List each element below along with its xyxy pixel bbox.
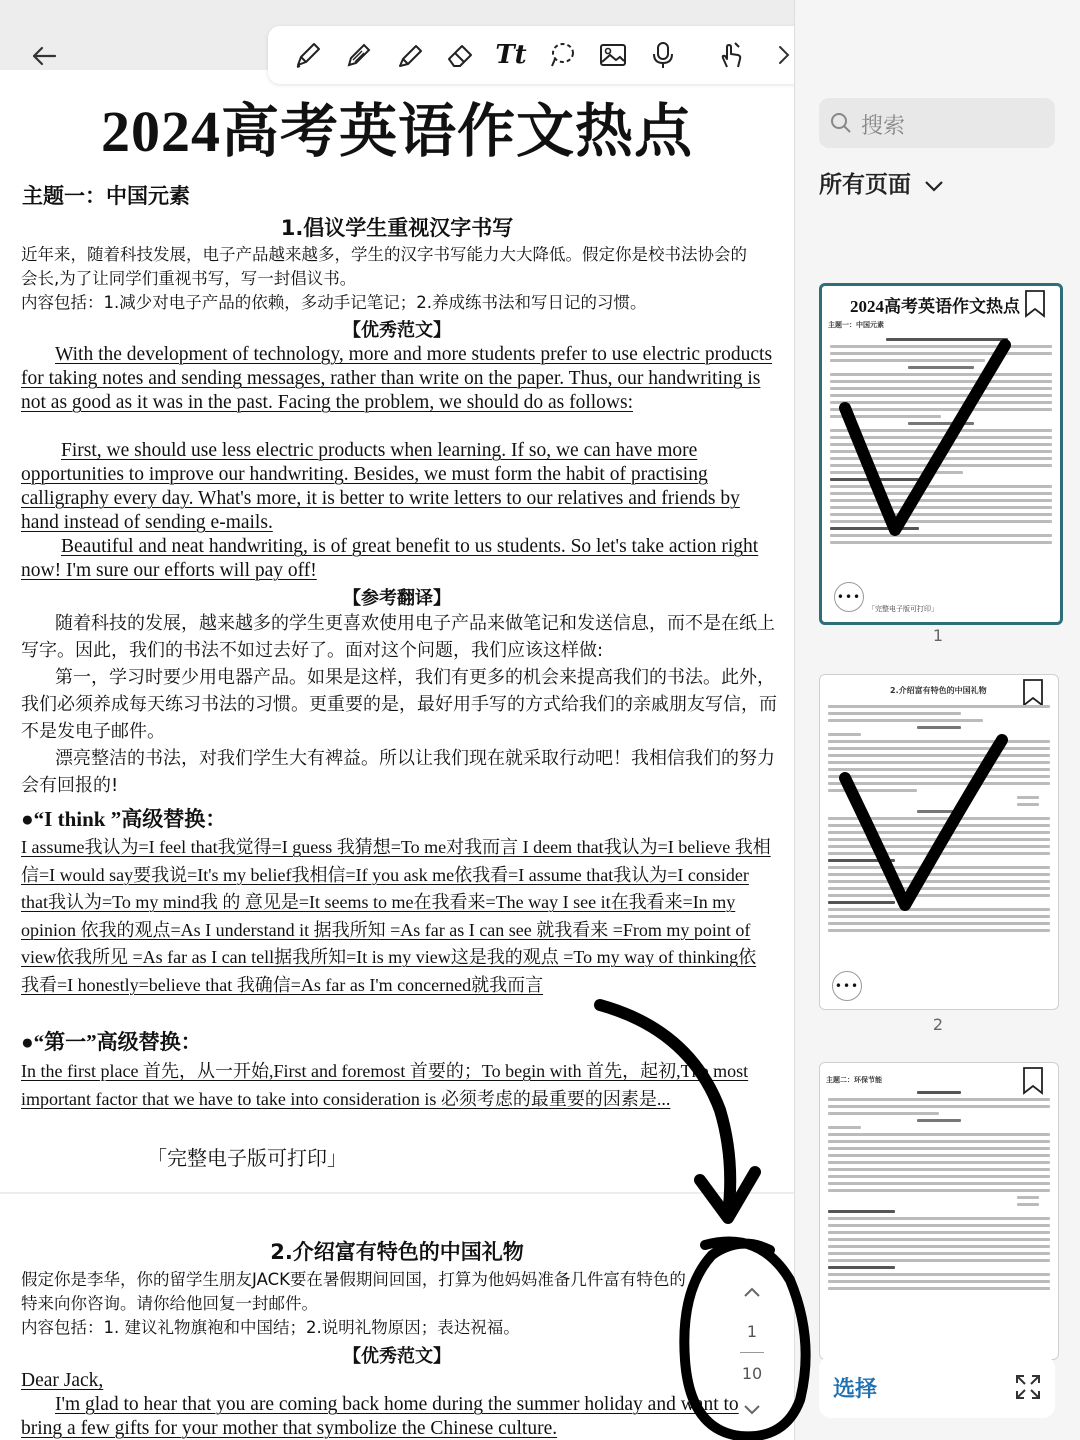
thumbnail-title: 主题二：环保节能 bbox=[826, 1076, 882, 1084]
page-navigator bbox=[728, 1270, 776, 1440]
essay-paragraph-text: Beautiful and neat handwriting, is of great benefit to us students. So let's take action right now! I'm sure our efforts will pay off! bbox=[21, 536, 759, 581]
drawing-toolbar bbox=[268, 26, 812, 84]
intro-line: 特来向你咨询。请你给他回复一封邮件。 bbox=[21, 1294, 318, 1313]
touch-icon bbox=[715, 39, 747, 71]
prev-page-button[interactable] bbox=[740, 1284, 764, 1304]
mic-tool[interactable] bbox=[643, 35, 683, 75]
select-button[interactable]: 选择 bbox=[833, 1377, 878, 1402]
highlighter-tool[interactable] bbox=[390, 35, 430, 75]
page-title: 2024高考英语作文热点 bbox=[100, 99, 693, 164]
current-page-number: 1 bbox=[746, 1322, 758, 1341]
expand-icon[interactable] bbox=[1013, 1372, 1043, 1402]
page-sidebar bbox=[794, 0, 1080, 1440]
selection-bar bbox=[819, 1356, 1055, 1418]
thumbnail-subtitle: 主题一：中国元素 bbox=[828, 321, 884, 329]
bookmark-icon[interactable] bbox=[1024, 290, 1046, 318]
translation-paragraph bbox=[21, 745, 781, 799]
pen-icon bbox=[292, 39, 324, 71]
think-heading: ●“I think ”高级替换： bbox=[21, 807, 227, 831]
salutation: Dear Jack, bbox=[21, 1370, 104, 1391]
thumbnail-page-number: 1 bbox=[932, 626, 944, 645]
lasso-tool[interactable] bbox=[542, 35, 582, 75]
page-thumbnail-3[interactable] bbox=[819, 1062, 1059, 1360]
image-icon bbox=[597, 39, 629, 71]
marker-icon bbox=[343, 39, 375, 71]
chevron-down-icon bbox=[923, 178, 945, 194]
thumbnail-caption: 「完整电子版可打印」 bbox=[868, 605, 938, 613]
thumbnail-more-button[interactable]: ••• bbox=[832, 971, 862, 1001]
essay-title: 2.介绍富有特色的中国礼物 bbox=[270, 1240, 524, 1264]
intro-line: 假定你是李华，你的留学生朋友JACK要在暑假期间回国，打算为他妈妈准备几件富有特色的 bbox=[21, 1270, 686, 1289]
intro-line: 近年来，随着科技发展，电子产品越来越多，学生的汉字书写能力大大降低。假定你是校书法协会的 bbox=[21, 245, 747, 264]
text-tool[interactable] bbox=[491, 35, 531, 75]
thumbnail-title: 2.介绍富有特色的中国礼物 bbox=[890, 686, 987, 695]
document-page-2 bbox=[0, 1194, 794, 1440]
page-thumbnail-1[interactable] bbox=[819, 283, 1063, 625]
thumbnail-title: 2024高考英语作文热点 bbox=[850, 297, 1020, 316]
text-icon: Tt bbox=[495, 40, 527, 70]
mic-icon bbox=[647, 39, 679, 71]
arrow-left-icon bbox=[31, 45, 57, 67]
first-heading: ●“第一”高级替换： bbox=[21, 1030, 202, 1054]
model-essay-label: 【优秀范文】 bbox=[343, 320, 451, 341]
thumbnail-page-number: 2 bbox=[932, 1015, 944, 1034]
marker-tool[interactable] bbox=[339, 35, 379, 75]
image-tool[interactable] bbox=[593, 35, 633, 75]
printable-note: 「完整电子版可打印」 bbox=[147, 1146, 347, 1170]
chevron-down-icon bbox=[740, 1402, 764, 1418]
back-button[interactable] bbox=[22, 36, 66, 76]
essay-title: 1.倡议学生重视汉字书写 bbox=[280, 216, 514, 240]
thumbnail-more-button[interactable]: ••• bbox=[834, 582, 864, 612]
document-page-1 bbox=[0, 70, 794, 1192]
search-icon bbox=[829, 111, 853, 135]
thumbnail-text-lines bbox=[828, 701, 1050, 936]
essay-paragraph bbox=[21, 1393, 776, 1440]
page-separator bbox=[740, 1352, 764, 1353]
search-placeholder: 搜索 bbox=[861, 114, 906, 139]
translation-text: 随着科技的发展，越来越多的学生更喜欢使用电子产品来做笔记和发送信息，而不是在纸上写字。因此，我们的书法不如过去好了。面对这个问题，我们应该这样做: bbox=[21, 613, 775, 661]
eraser-icon bbox=[444, 39, 476, 71]
page-thumbnail-2[interactable] bbox=[819, 674, 1059, 1010]
total-pages: 10 bbox=[741, 1364, 763, 1383]
search-input[interactable] bbox=[819, 98, 1055, 148]
pen-tool[interactable] bbox=[288, 35, 328, 75]
think-replacements: I assume我认为=I feel that我觉得=I guess 我猜想=To me对我而言 I deem that我认为=I believe 我相信=I would say要我说=It's my belief我相信=If you ask me依我看=I assume that我认为=I consider that我认为=To my mind我 的 意见是=It seems to me在我看来=The way I see it在我看来=In my opinion 依我的观点=As I understand it 据我所知 =As far as I can see 就我看来 =From my point of view依我所见 =As far as I can tell据我所知=It is my view这是我的观点 =To my way of thinking依我看=I honestly=believe that 我确信=As far as I'm concerned就我而言 bbox=[21, 837, 771, 995]
essay-paragraph bbox=[21, 343, 776, 415]
chevron-right-icon bbox=[774, 43, 794, 67]
essay-paragraph-text: First, we should use less electric products when learning. If so, we can have more opportunities to improve our handwriting. Besides, we must form the habit of practising calligraphy every day. What's more, it is better to write letters to our relatives and friends by hand instead of sending e-mails. bbox=[21, 440, 740, 533]
translation-paragraph bbox=[21, 664, 781, 745]
essay-paragraph-text: With the development of technology, more and more students prefer to use electric products for taking notes and sending messages, rather than write on the paper. Thus, our handwriting is not as good as it was in the past. Facing the problem, we should do as follows: bbox=[21, 344, 773, 413]
next-page-button[interactable] bbox=[740, 1402, 764, 1422]
translation-text: 漂亮整洁的书法，对我们学生大有裨益。所以让我们现在就采取行动吧！我相信我们的努力会有回报的! bbox=[21, 748, 775, 796]
all-pages-label: 所有页面 bbox=[819, 172, 911, 198]
model-essay-label: 【优秀范文】 bbox=[343, 1346, 451, 1367]
essay-paragraph bbox=[21, 439, 776, 535]
translation-label: 【参考翻译】 bbox=[343, 588, 451, 609]
intro-line: 会长,为了让同学们重视书写，写一封倡议书。 bbox=[21, 269, 357, 288]
essay-paragraph-text: I'm glad to hear that you are coming back home during the summer holiday and want to bring a few gifts for your mother that symbolize the Chinese culture. bbox=[21, 1394, 739, 1439]
eraser-tool[interactable] bbox=[440, 35, 480, 75]
essay-paragraph bbox=[21, 535, 776, 583]
thumbnail-text-lines bbox=[830, 334, 1052, 548]
lasso-icon bbox=[546, 39, 578, 71]
touch-tool[interactable] bbox=[711, 35, 751, 75]
highlighter-icon bbox=[394, 39, 426, 71]
all-pages-dropdown[interactable] bbox=[819, 166, 945, 199]
chevron-up-icon bbox=[740, 1284, 764, 1300]
thumbnail-text-lines bbox=[828, 1087, 1050, 1294]
intro-line: 内容包括：1. 建议礼物旗袍和中国结；2.说明礼物原因；表达祝福。 bbox=[21, 1318, 520, 1337]
translation-paragraph bbox=[21, 610, 781, 664]
intro-line: 内容包括：1.减少对电子产品的依赖，多动手记笔记；2.养成练书法和写日记的习惯。 bbox=[21, 293, 647, 312]
translation-text: 第一，学习时要少用电器产品。如果是这样，我们有更多的机会来提高我们的书法。此外，我们必须养成每天练习书法的习惯。更重要的是，最好用手写的方式给我们的亲戚朋友写信，而不是发电子邮件。 bbox=[21, 667, 777, 742]
first-replacements: In the first place 首先，从一开始,First and foremost 首要的；To begin with 首先，起初,The most important factor that we have to take into consideration is 必须考虑的最重要的因素是... bbox=[21, 1061, 749, 1109]
theme-heading: 主题一：中国元素 bbox=[22, 184, 190, 208]
